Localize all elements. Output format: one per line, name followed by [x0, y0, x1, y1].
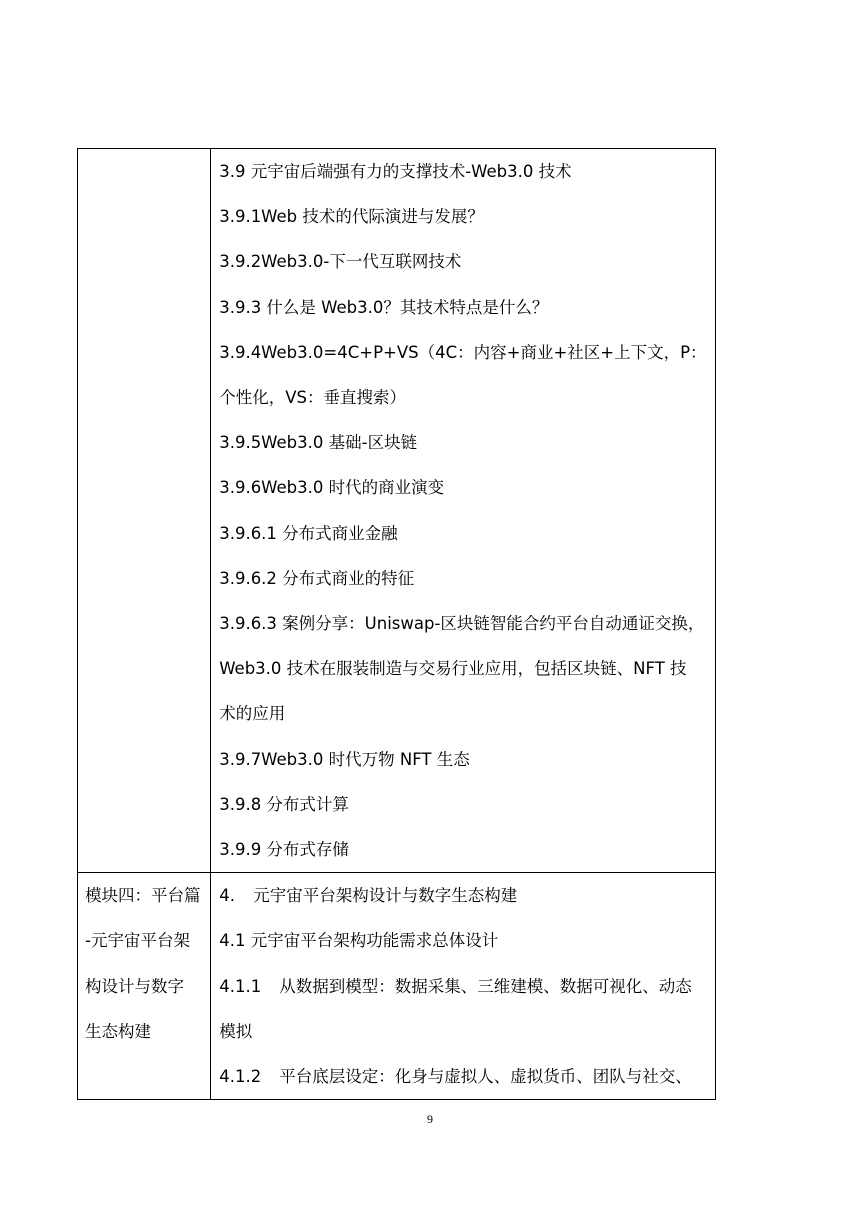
- content-line: 3.9.8 分布式计算: [219, 794, 349, 814]
- content-line: 模拟: [219, 1021, 253, 1041]
- page-number: 9: [427, 1112, 433, 1126]
- content-line: 3.9.6.3 案例分享：Uniswap-区块链智能合约平台自动通证交换，: [219, 614, 705, 634]
- content-line: 3.9.6.2 分布式商业的特征: [219, 568, 415, 588]
- content-line: Web3.0 技术在服装制造与交易行业应用，包括区块链、NFT 技: [219, 659, 687, 679]
- curriculum-table: [77, 148, 716, 1100]
- content-line: 3.9.9 分布式存储: [219, 840, 349, 860]
- module-label-line: 生态构建: [85, 1021, 151, 1041]
- content-line: 3.9.6.1 分布式商业金融: [219, 523, 398, 543]
- section-title: 从数据到模型：数据采集、三维建模、数据可视化、动态: [279, 976, 692, 996]
- table-row: [78, 873, 716, 1100]
- content-line: 3.9.6Web3.0 时代的商业演变: [219, 478, 445, 498]
- content-line: 3.9 元宇宙后端强有力的支撑技术-Web3.0 技术: [219, 162, 572, 181]
- content-line: 3.9.1Web 技术的代际演进与发展？: [219, 207, 484, 227]
- content-line: [211, 1054, 715, 1099]
- content-line: 3.9.5Web3.0 基础-区块链: [219, 433, 418, 453]
- content-line: [211, 873, 715, 918]
- content-line: 4.1 元宇宙平台架构功能需求总体设计: [219, 931, 499, 951]
- module-cell: [78, 873, 211, 1100]
- table-row: [78, 149, 716, 873]
- content-line: [211, 964, 715, 1009]
- module-label-line: -元宇宙平台架: [85, 931, 190, 951]
- content-cell: [211, 873, 716, 1100]
- content-line: 个性化，VS：垂直搜索）: [219, 388, 406, 408]
- section-title: 平台底层设定：化身与虚拟人、虚拟货币、团队与社交、: [279, 1067, 692, 1087]
- content-line: 3.9.4Web3.0=4C+P+VS（4C：内容+商业+社区+上下文，P：: [219, 342, 707, 362]
- section-number: 4.: [219, 886, 235, 906]
- content-cell: [211, 149, 716, 873]
- module-cell: [78, 149, 211, 873]
- module-label-line: 模块四：平台篇: [85, 886, 201, 906]
- content-line: 3.9.7Web3.0 时代万物 NFT 生态: [219, 749, 470, 769]
- section-number: 4.1.1: [219, 976, 262, 996]
- module-label-line: 构设计与数字: [85, 976, 184, 996]
- content-line: 术的应用: [219, 704, 286, 724]
- section-number: 4.1.2: [219, 1067, 262, 1087]
- content-line: 3.9.3 什么是 Web3.0？其技术特点是什么？: [219, 297, 549, 317]
- section-title: 元宇宙平台架构设计与数字生态构建: [253, 886, 518, 906]
- content-line: 3.9.2Web3.0-下一代互联网技术: [219, 252, 462, 272]
